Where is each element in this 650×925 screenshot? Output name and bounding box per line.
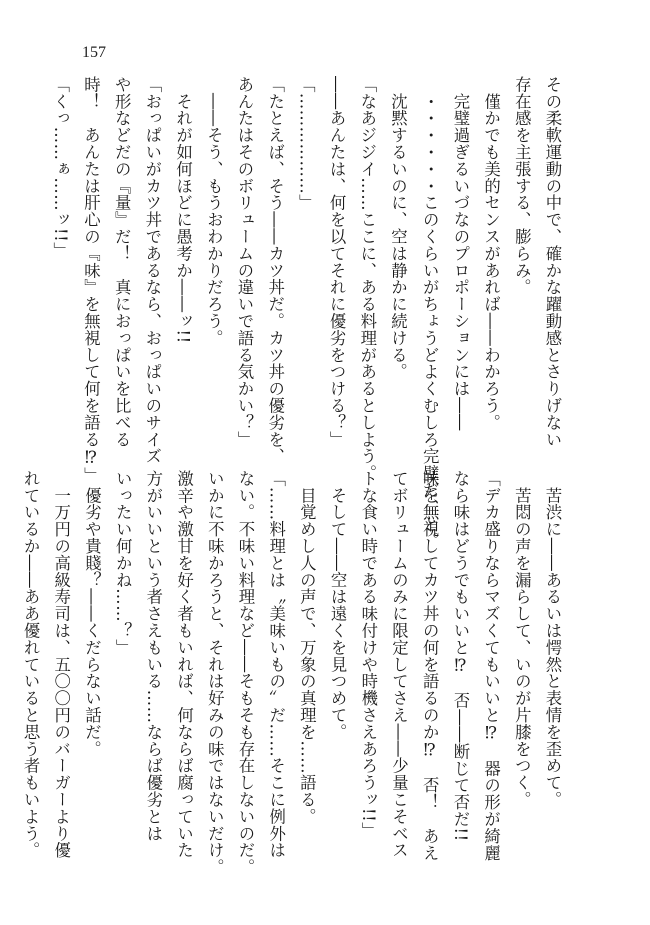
text-line: そして――空は遠くを見つめて。 (328, 470, 348, 741)
text-line: 「おっぱいがカツ丼であるなら、おっぱいのサイズ (142, 76, 162, 465)
text-line: ない。不味い料理など――そもそも存在しないのだ。 (235, 470, 255, 876)
text-line: れているか――ああ優れていると思う者もいよう。 (21, 470, 41, 859)
text-line: なら味はどうでもいいと⁉ 否――断じて否だ!! (450, 470, 470, 842)
text-line: 時！ あんたは肝心の『味』を無視して何を語る⁉」 (81, 76, 101, 485)
text-line: 「……料理とは〝美味いもの〟だ……そこに例外は (266, 470, 286, 859)
text-line: 苦悶の声を漏らして、いのが片膝をつく。 (512, 470, 532, 808)
page-number: 157 (82, 44, 106, 61)
text-line: 苦渋に――あるいは愕然と表情を歪めて。 (543, 470, 562, 808)
text-line: 沈黙するいのに、空は静かに続ける。 (388, 76, 408, 381)
text-line: あんたはそのボリュームの違いで語る気かい？」 (234, 76, 254, 448)
text-line: 味を無視してカツ丼の何を語るのか⁉ 否！ あえ (420, 470, 440, 862)
text-line: ――そう、もうおわかりだろう。 (204, 76, 224, 347)
text-line: ・・・・・・このくらいがちょうどよくむしろ完璧だ、と。 (420, 76, 440, 550)
text-line: トな食い時である味付けや時機さえあろうッ!!」 (358, 470, 378, 840)
text-block-bottom (21, 470, 567, 876)
text-line: 一万円の高級寿司は、五〇〇円のバーガーより優 (51, 470, 71, 859)
text-line: 「くっ……ぁ……ッ!!」 (50, 76, 70, 260)
text-line: 方がいいという者さえもいる……ならば優劣とは (143, 470, 163, 842)
text-line: 目覚めし人の声で、万象の真理を……語る。 (297, 470, 317, 825)
text-line: 激辛や激甘を好く者もいれば、何ならば腐っていた (174, 470, 194, 859)
text-line: それが如何ほどに愚考か――ッ!! (173, 76, 193, 344)
text-line: ――あんたは、何を以てそれに優劣をつける？」 (327, 76, 347, 448)
text-line: 「………………」 (296, 76, 316, 212)
text-line: や形などだの『量』だ！ 真におっぱいを比べる (112, 76, 132, 448)
text-line: いったい何かね……？」 (113, 470, 133, 656)
text-line: 「デカ盛りならマズくてもいいと⁉ 器の形が綺麗 (481, 470, 501, 862)
text-line: 「たとえば、そう――カツ丼だ。カツ丼の優劣を、 (265, 76, 285, 465)
text-line: 存在感を主張する、膨らみ。 (512, 76, 532, 296)
text-line: 優劣や貴賤？――くだらない話だ。 (82, 470, 102, 758)
text-line: いかに不味かろうと、それは好みの味ではないだけ。 (205, 470, 225, 876)
text-line: 完璧過ぎるいづなのプロポーションには―― (450, 76, 470, 431)
text-line: てボリュームのみに限定してさえ――少量こそベス (389, 470, 409, 859)
text-line: 「なあジジイ……ここに、ある料理があるとしよう。 (357, 76, 377, 482)
text-line: 僅かでも美的センスがあれば――わかろう。 (481, 76, 501, 431)
text-block-top (50, 76, 567, 550)
text-line: その柔軟運動の中で、確かな躍動感とさりげない (543, 76, 562, 448)
